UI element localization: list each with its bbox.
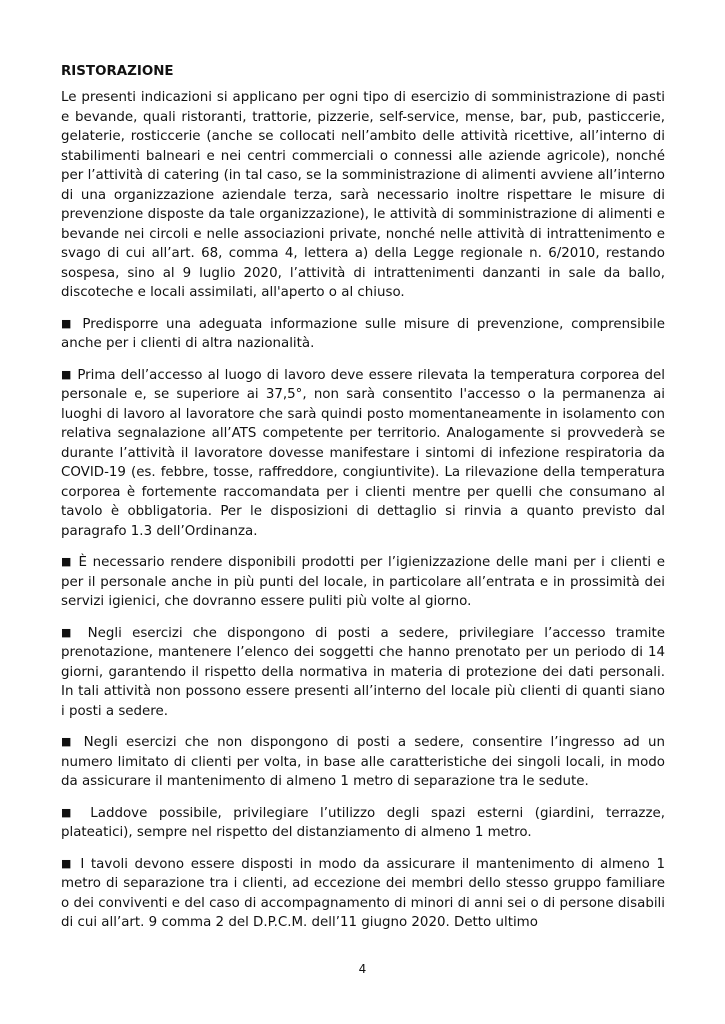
paragraph-text: I tavoli devono essere disposti in modo da assicurare il mantenimento di almeno 1 metro di separazione tra i clienti, ad eccezione dei membri dello stesso gruppo familiare o dei conviventi e del caso di accompagnamento di minori di anni sei o di persone disabili di cui all’art. 9 comma 2 del D.P.C.M. dell’11 giugno 2020. Detto ultimo: [61, 856, 665, 930]
bullet-paragraph-outdoor-spaces: [61, 803, 665, 843]
paragraph-text: Laddove possibile, privilegiare l’utilizzo degli spazi esterni (giardini, terrazze, plateatici), sempre nel rispetto del distanziamento di almeno 1 metro.: [61, 805, 665, 840]
square-bullet-icon: ■: [61, 856, 74, 870]
paragraph-text: Prima dell’accesso al luogo di lavoro deve essere rilevata la temperatura corporea del personale e, se superiore ai 37,5°, non sarà consentito l'accesso o la permanenza ai luoghi di lavoro al lavoratore che sarà quindi posto momentaneamente in isolamento con relativa segnalazione all’ATS competente per territorio. Analogamente si provvederà se durante l’attività il lavoratore dovesse manifestare i sintomi di infezione respiratoria da COVID-19 (es. febbre, tosse, raffreddore, congiuntivite). La rilevazione della temperatura corporea è fortemente raccomandata per i clienti mentre per quelli che consumano al tavolo è obbligatoria. Per le disposizioni di dettaglio si rinvia a quanto previsto dal paragrafo 1.3 dell’Ordinanza.: [61, 367, 665, 539]
square-bullet-icon: ■: [61, 555, 73, 568]
section-heading: RISTORAZIONE: [61, 64, 174, 79]
bullet-paragraph-hygiene: [61, 552, 665, 612]
paragraph-text: Le presenti indicazioni si applicano per ogni tipo di esercizio di somministrazione di pasti e bevande, quali ristoranti, trattorie, pizzerie, self-service, mense, bar, pub, pasticcerie, gelaterie, rosticcerie (anche se collocati nell’ambito delle attività ricettive, all’interno di stabilimenti balneari e nei centri commerciali o connessi alle aziende agricole), nonché per l’attività di catering (in tal caso, se la somministrazione di alimenti avviene all’interno di una organizzazione aziendale terza, sarà necessario inoltre rispettare le misure di prevenzione disposte da tale organizzazione), le attività di somministrazione di alimenti e bevande nei circoli e nelle associazioni private, nonché nelle attività di intrattenimento e svago di cui all’art. 68, comma 4, lettera a) della Legge regionale n. 6/2010, restando sospesa, sino al 9 luglio 2020, l’attività di intrattenimenti danzanti in sale da ballo, discoteche e locali assimilati, all'aperto o al chiuso.: [61, 90, 665, 300]
document-page: [61, 62, 665, 944]
bullet-paragraph-information: [61, 314, 665, 354]
paragraph-text: Predisporre una adeguata informazione sulle misure di prevenzione, comprensibile anche per i clienti di altra nazionalità.: [61, 316, 665, 351]
bullet-paragraph-temperature: [61, 365, 665, 542]
paragraph-text: Negli esercizi che non dispongono di posti a sedere, consentire l’ingresso ad un numero limitato di clienti per volta, in base alle caratteristiche dei singoli locali, in modo da assicurare il mantenimento di almeno 1 metro di separazione tra le sedute.: [61, 735, 665, 789]
paragraph-text: È necessario rendere disponibili prodotti per l’igienizzazione delle mani per i clienti e per il personale anche in più punti del locale, in particolare all’entrata e in prossimità dei servizi igienici, che dovranno essere puliti più volte al giorno.: [61, 555, 665, 609]
square-bullet-icon: ■: [61, 625, 78, 639]
square-bullet-icon: ■: [61, 316, 75, 330]
square-bullet-icon: ■: [61, 805, 79, 819]
bullet-paragraph-limited-entry: [61, 732, 665, 792]
square-bullet-icon: ■: [61, 735, 76, 748]
page-number: 4: [358, 962, 367, 976]
paragraph-text: Negli esercizi che dispongono di posti a sedere, privilegiare l’accesso tramite prenotazione, mantenere l’elenco dei soggetti che hanno prenotato per un periodo di 14 giorni, garantendo il rispetto della normativa in materia di protezione dei dati personali. In tali attività non possono essere presenti all’interno del locale più clienti di quanti siano i posti a sedere.: [61, 625, 665, 719]
bullet-paragraph-tables: [61, 854, 665, 933]
square-bullet-icon: ■: [61, 367, 73, 381]
bullet-paragraph-reservation: [61, 623, 665, 722]
intro-paragraph: [61, 88, 665, 303]
